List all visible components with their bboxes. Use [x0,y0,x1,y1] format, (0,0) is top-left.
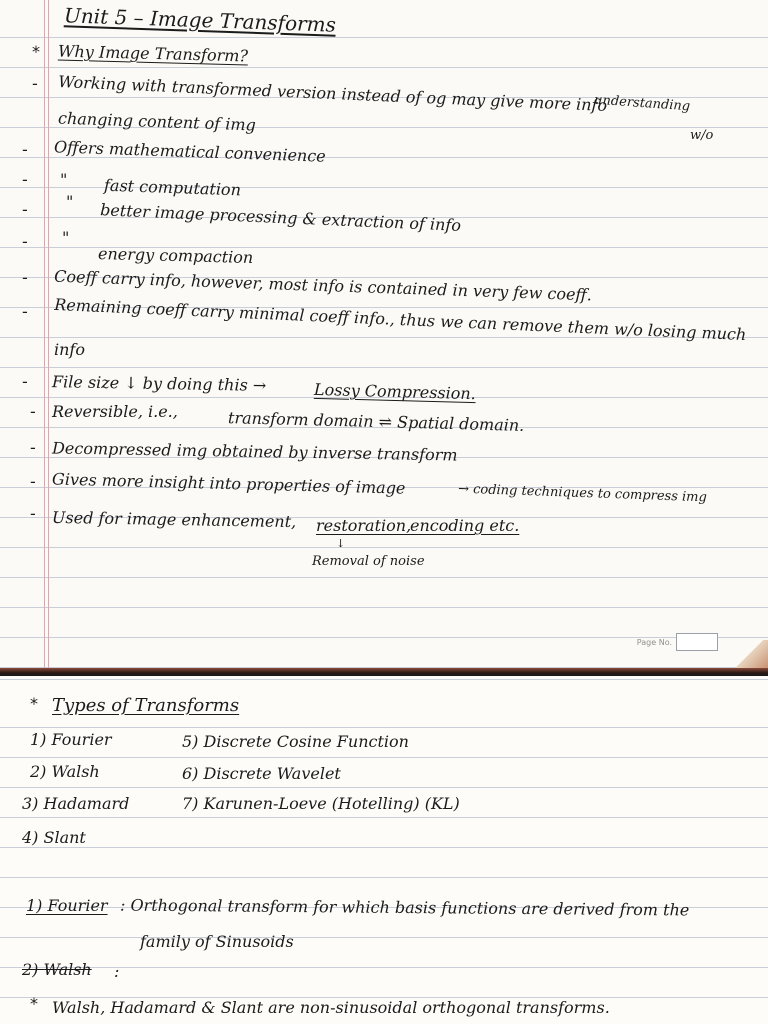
dash-bullet: - [30,472,36,491]
dash-bullet: - [22,200,28,219]
dash-bullet: - [22,140,28,159]
type-item: 6) Discrete Wavelet [182,764,341,783]
point-text: Gives more insight into properties of image [51,469,406,498]
point-text: Offers mathematical convenience [53,137,327,166]
point-text: Coeff carry info, however, most info is contained in very few coeff. [53,266,593,305]
point-text: info [54,340,85,359]
fourier-label-text: 1) Fourier [26,896,108,915]
star-bullet: * [30,994,38,1013]
type-item: 5) Discrete Cosine Function [182,732,409,751]
notebook-page-bottom [0,676,768,1024]
point-text: Remaining coeff carry minimal coeff info., thus we can remove them w/o losing much [53,294,747,345]
arrow-down: ↓ [336,537,346,550]
point-text: Working with transformed version instead of og may give more info [57,72,608,115]
star-bullet: * [30,694,38,713]
annotation-noise: Removal of noise [312,554,425,569]
page-number [637,633,718,651]
margin-line [44,0,45,672]
lossy-compression-label: Lossy Compression. [313,379,477,404]
point-text: better image processing & extraction of info [99,200,462,235]
annotation-wo: w/o [690,128,714,143]
ditto-mark: " [60,170,68,189]
dash-bullet: - [30,504,36,523]
dash-bullet: - [30,402,36,421]
point-text: Decompressed img obtained by inverse transform [51,438,458,465]
page-gap [0,668,768,676]
dash-bullet: - [22,170,28,189]
annotation-understanding: understanding [593,92,691,115]
walsh-colon: : [114,962,120,981]
type-item: 3) Hadamard [22,794,130,813]
point-text: fast computation [103,175,242,200]
dash-bullet: - [30,438,36,457]
ditto-mark: " [66,192,74,211]
dash-bullet: - [22,232,28,251]
type-item: 7) Karunen-Loeve (Hotelling) (KL) [182,794,460,813]
dash-bullet: - [22,372,28,391]
point-text: energy compaction [97,243,254,268]
point-text: changing content of img [57,108,257,135]
dash-bullet: - [22,268,28,287]
point-text: encoding etc. [410,516,520,535]
point-text: Reversible, i.e., [52,402,178,421]
point-text: Used for image enhancement, [51,507,297,532]
page-title: Unit 5 – Image Transforms [63,3,337,37]
type-item: 1) Fourier [30,730,112,749]
point-text: restoration, [316,516,412,535]
type-item: 4) Slant [22,828,86,847]
fourier-label [26,896,108,916]
page-number-label: Page No. [636,637,672,647]
types-heading: Types of Transforms [52,695,240,716]
point-text: → coding techniques to compress img [457,481,708,506]
type-item: 2) Walsh [30,762,100,781]
ditto-mark: " [62,228,70,247]
margin-line-2 [48,0,49,672]
why-heading: Why Image Transform? [57,41,249,66]
dash-bullet: - [22,302,28,321]
fourier-definition-cont: family of Sinusoids [140,932,294,951]
star-bullet: * [32,42,40,61]
fourier-definition: : Orthogonal transform for which basis functions are derived from the [119,895,690,920]
dash-bullet: - [32,74,38,93]
point-text: File size ↓ by doing this → [51,372,267,395]
walsh-label: 2) Walsh [22,960,92,979]
point-text: transform domain ⇌ Spatial domain. [227,408,525,435]
non-sinusoidal-note: Walsh, Hadamard & Slant are non-sinusoidal orthogonal transforms. [52,998,610,1017]
